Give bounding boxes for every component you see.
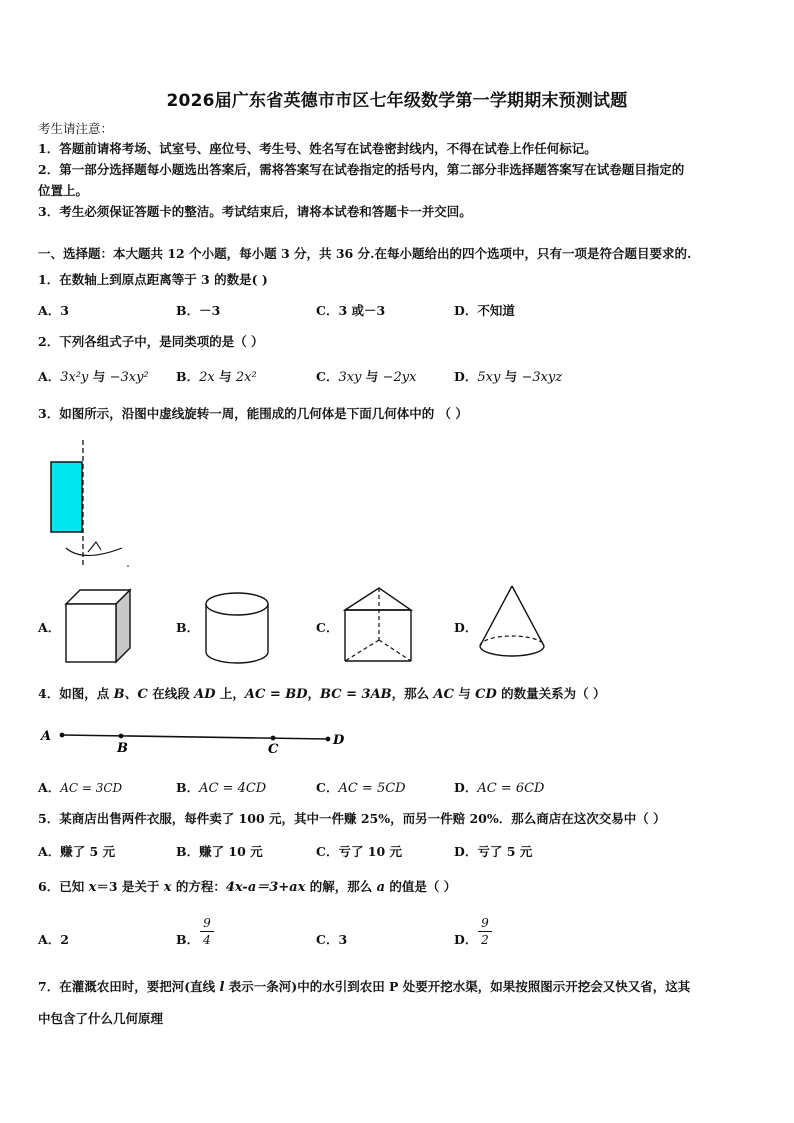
q6-stem-a: a: [376, 880, 386, 895]
q7-line1-post: 表示一条河)中的水引到农田 P 处要开挖水渠，如果按照图示开挖会又快又省，这其: [224, 979, 691, 994]
q4-stem-points: B、C: [113, 687, 148, 702]
triangular-prism-icon: [343, 586, 415, 664]
q6-option-b-label: B．: [176, 932, 200, 947]
q4-stem-comma: ，: [307, 686, 321, 701]
q4-stem-mid: 在线段: [147, 686, 195, 701]
q6-b-numerator: 9: [203, 916, 211, 930]
q6-stem-eqn-pre: 的方程：: [171, 879, 226, 894]
q2-a-and: 与: [88, 369, 110, 384]
q3-option-c: C．: [316, 620, 339, 635]
q4-option-c: [316, 780, 406, 797]
q4-c-label: C．: [316, 780, 339, 795]
q6-stem-equation: 4x-a＝3+ax: [225, 880, 306, 895]
q4-segment-figure: [38, 722, 358, 758]
q2-b-label: B．: [176, 369, 200, 384]
cylinder-icon: [203, 590, 271, 666]
q4-stem-pre: 4．如图，点: [38, 686, 114, 701]
q2-a-expr1: 3x²y: [60, 370, 89, 385]
q1-option-b: B．－3: [176, 303, 221, 318]
q4-a-label: A．: [38, 780, 61, 795]
q5-option-b: B．赚了 10 元: [176, 844, 263, 859]
q2-a-expr2: −3xy²: [109, 370, 149, 385]
q2-b-and: 与: [214, 369, 236, 384]
q2-d-expr2: −3xyz: [521, 370, 563, 385]
q4-stem-ac: AC: [433, 687, 454, 702]
q4-label-d: D: [333, 733, 345, 748]
q4-stem-eq1: AC = BD: [244, 687, 308, 702]
q4-option-b: [176, 780, 266, 797]
q4-stem: [38, 686, 606, 703]
q4-d-label: D．: [454, 780, 478, 795]
q4-stem-and: 与: [453, 686, 476, 701]
q2-d-and: 与: [500, 369, 522, 384]
q4-stem-eq2: BC = 3AB: [320, 687, 392, 702]
q3-option-a: A．: [38, 620, 61, 635]
q4-label-c: C: [268, 742, 279, 757]
notice-item-3: 3．考生必须保证答题卡的整洁。考试结束后，请将本试卷和答题卡一并交回。: [38, 204, 472, 219]
q6-option-c: C．3: [316, 932, 348, 947]
q6-d-denominator: 2: [481, 933, 489, 947]
q2-option-c: [316, 369, 416, 386]
q7-line1-pre: 7．在灌溉农田时，要把河(直线: [38, 979, 220, 994]
q4-d-expr: AC = 6CD: [477, 781, 545, 796]
q6-option-a: A．2: [38, 932, 69, 947]
cube-icon: [64, 588, 134, 666]
q6-stem-end: 的值是（ ）: [385, 879, 457, 894]
q6-stem-x3: x: [88, 880, 97, 895]
q3-rotation-figure: [44, 440, 144, 570]
q4-stem-on: 上，: [215, 686, 245, 701]
q6-stem-pre: 6．已知: [38, 879, 89, 894]
q4-label-a: A: [41, 729, 52, 744]
q1-stem: 1．在数轴上到原点距离等于 3 的数是( ): [38, 272, 268, 287]
q2-d-label: D．: [454, 369, 478, 384]
q4-c-expr: AC = 5CD: [338, 781, 406, 796]
q4-stem-segment: AD: [194, 687, 216, 702]
q3-option-d: D．: [454, 620, 478, 635]
q2-c-and: 与: [361, 369, 383, 384]
q7-line-2: 中包含了什么几何原理: [38, 1011, 164, 1026]
q2-option-a: [38, 369, 149, 386]
q4-stem-then: ，那么: [391, 686, 434, 701]
q6-d-numerator: 9: [481, 916, 489, 930]
q4-a-expr: AC = 3CD: [60, 781, 123, 795]
q2-c-expr1: 3xy: [338, 370, 362, 385]
q5-option-a: A．赚了 5 元: [38, 844, 116, 859]
q2-c-expr2: −2yx: [382, 370, 417, 385]
page-title: 2026届广东省英德市市区七年级数学第一学期期末预测试题: [166, 91, 628, 111]
q6-b-denominator: 4: [203, 933, 211, 947]
q2-b-expr2: 2x²: [235, 370, 257, 385]
q3-stem: 3．如图所示，沿图中虚线旋转一周，能围成的几何体是下面几何体中的 （ ）: [38, 406, 468, 421]
q7-line-1: [38, 979, 690, 996]
q5-option-d: D．亏了 5 元: [454, 844, 533, 859]
q6-stem: [38, 879, 456, 896]
q1-option-d: D．不知道: [454, 303, 515, 318]
q5-stem: 5．某商店出售两件衣服，每件卖了 100 元，其中一件赚 25%，而另一件赔 20%．那么商店在这次交易中（ ）: [38, 811, 666, 826]
q4-b-label: B．: [176, 780, 200, 795]
section-heading: 一、选择题：本大题共 12 个小题，每小题 3 分，共 36 分.在每小题给出的四个选项中，只有一项是符合题目要求的.: [38, 246, 692, 261]
q6-option-d-label: D．: [454, 932, 478, 947]
q4-option-a: [38, 780, 122, 796]
q7-line1-l: l: [219, 980, 225, 995]
q6-stem-x: x: [163, 880, 172, 895]
q5-option-c: C．亏了 10 元: [316, 844, 403, 859]
q1-option-c: C．3 或－3: [316, 303, 386, 318]
notice-heading: 考生请注意：: [38, 121, 114, 136]
q4-stem-cd: CD: [475, 687, 497, 702]
q4-stem-end: 的数量关系为（ ）: [496, 686, 606, 701]
q2-option-b: [176, 369, 257, 386]
q2-c-label: C．: [316, 369, 339, 384]
q3-option-b: B．: [176, 620, 200, 635]
q6-stem-mid: 的解，那么: [305, 879, 377, 894]
q1-option-a: A．3: [38, 303, 69, 318]
q4-label-b: B: [117, 741, 128, 756]
q2-d-expr1: 5xy: [477, 370, 501, 385]
q2-a-label: A．: [38, 369, 61, 384]
q6-option-b-fraction: [200, 916, 214, 947]
q2-stem: 2．下列各组式子中，是同类项的是（ ）: [38, 334, 264, 349]
q2-option-d: [454, 369, 562, 386]
notice-item-1: 1．答题前请将考场、试室号、座位号、考生号、姓名写在试卷密封线内，不得在试卷上作任何标记。: [38, 141, 597, 156]
notice-item-2: 2．第一部分选择题每小题选出答案后，需将答案写在试卷指定的括号内，第二部分非选择题答案写在试卷题目指定的: [38, 162, 685, 177]
q6-option-d-fraction: [478, 916, 492, 947]
q6-stem-eq3: ＝3 是关于: [96, 879, 164, 894]
q2-b-expr1: 2x: [199, 370, 215, 385]
q4-b-expr: AC = 4CD: [199, 781, 267, 796]
cone-icon: [478, 584, 548, 664]
notice-item-2-cont: 位置上。: [38, 183, 89, 198]
q4-option-d: [454, 780, 544, 797]
